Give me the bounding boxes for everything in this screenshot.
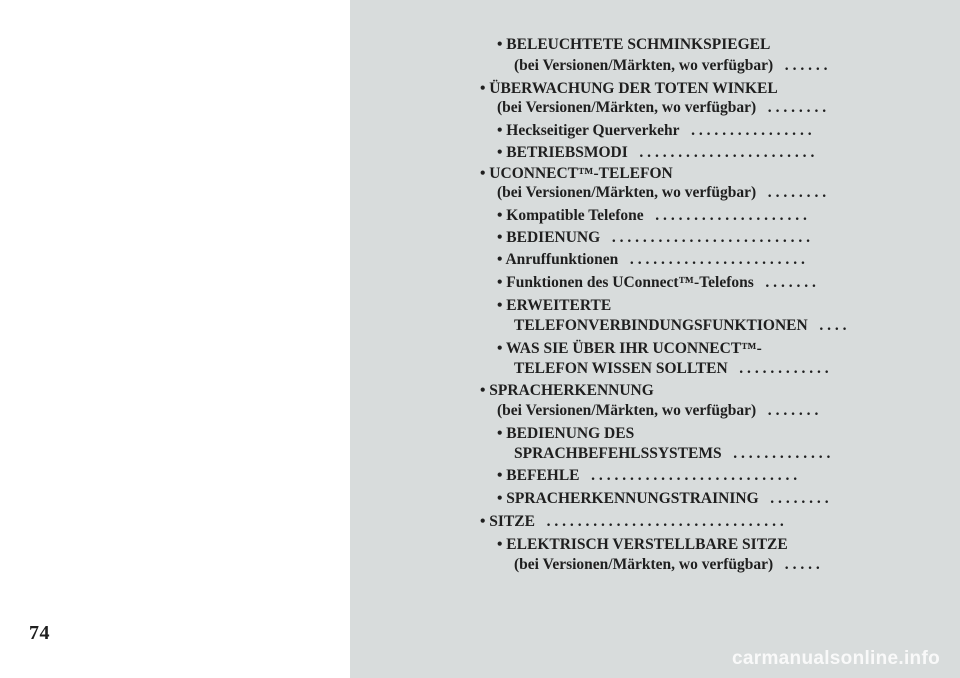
toc-entry-title: • SPRACHERKENNUNGSTRAINING ........ bbox=[497, 490, 833, 507]
toc-entry-title: • BETRIEBSMODI ....................... bbox=[497, 144, 819, 161]
toc-leader-dots: ..... bbox=[784, 556, 824, 573]
watermark: carmanualsonline.info bbox=[732, 648, 940, 669]
toc-entry-title-continued: TELEFONVERBINDUNGSFUNKTIONEN .... bbox=[514, 317, 851, 334]
toc-entry-title-continued: (bei Versionen/Märkten, wo verfügbar) ...... bbox=[514, 57, 832, 74]
toc-entry-title-continued: (bei Versionen/Märkten, wo verfügbar) ........ bbox=[497, 184, 830, 201]
toc-entry-title: • UCONNECT™-TELEFON bbox=[480, 165, 673, 182]
toc-leader-dots: ........................... bbox=[591, 467, 802, 484]
toc-leader-dots: ....... bbox=[767, 402, 823, 419]
toc-entry-title-continued: (bei Versionen/Märkten, wo verfügbar) ..... bbox=[514, 556, 824, 573]
toc-entry-title-continued: TELEFON WISSEN SOLLTEN ............ bbox=[514, 360, 833, 377]
toc-entry-title: • BELEUCHTETE SCHMINKSPIEGEL bbox=[497, 36, 771, 53]
toc-leader-dots: ........ bbox=[767, 99, 830, 116]
toc-leader-dots: ........ bbox=[767, 184, 830, 201]
toc-leader-dots: ....................... bbox=[639, 144, 819, 161]
toc-entry-title-continued: (bei Versionen/Märkten, wo verfügbar) ....... bbox=[497, 402, 823, 419]
toc-leader-dots: .................... bbox=[655, 207, 811, 224]
toc-entry-title-continued: (bei Versionen/Märkten, wo verfügbar) ........ bbox=[497, 99, 830, 116]
toc-entry-title: • ÜBERWACHUNG DER TOTEN WINKEL bbox=[480, 80, 778, 97]
toc-entry-title: • Anruffunktionen ....................... bbox=[497, 251, 809, 268]
toc-entry-title: • ELEKTRISCH VERSTELLBARE SITZE bbox=[497, 536, 788, 553]
toc-entry-title: • BEDIENUNG DES bbox=[497, 425, 635, 442]
toc-entry-title: • BEDIENUNG .......................... bbox=[497, 229, 814, 246]
toc-leader-dots: ............ bbox=[739, 360, 833, 377]
toc-entry-title-continued: SPRACHBEFEHLSSYSTEMS ............. bbox=[514, 445, 835, 462]
toc-entry-title: • SPRACHERKENNUNG bbox=[480, 382, 654, 399]
toc-entry-title: • SITZE ............................... bbox=[480, 513, 788, 530]
toc-leader-dots: .......................... bbox=[611, 229, 814, 246]
page-number: 74 bbox=[29, 622, 50, 644]
toc-leader-dots: ............. bbox=[733, 445, 835, 462]
toc-entry-title: • ERWEITERTE bbox=[497, 297, 612, 314]
toc-leader-dots: ....................... bbox=[629, 251, 809, 268]
toc-leader-dots: ............................... bbox=[546, 513, 788, 530]
toc-entry-title: • Funktionen des UConnect™-Telefons ....... bbox=[497, 274, 820, 291]
toc-entry-title: • Kompatible Telefone .................... bbox=[497, 207, 811, 224]
toc-leader-dots: ........ bbox=[770, 490, 833, 507]
toc-entry-title: • WAS SIE ÜBER IHR UCONNECT™- bbox=[497, 340, 762, 357]
toc-entry-title: • BEFEHLE ........................... bbox=[497, 467, 802, 484]
toc-leader-dots: ....... bbox=[765, 274, 820, 291]
toc-entry-title: • Heckseitiger Querverkehr ................ bbox=[497, 122, 816, 139]
toc-leader-dots: .... bbox=[819, 317, 851, 334]
toc-leader-dots: ................ bbox=[691, 122, 816, 139]
toc-leader-dots: ...... bbox=[784, 57, 832, 74]
